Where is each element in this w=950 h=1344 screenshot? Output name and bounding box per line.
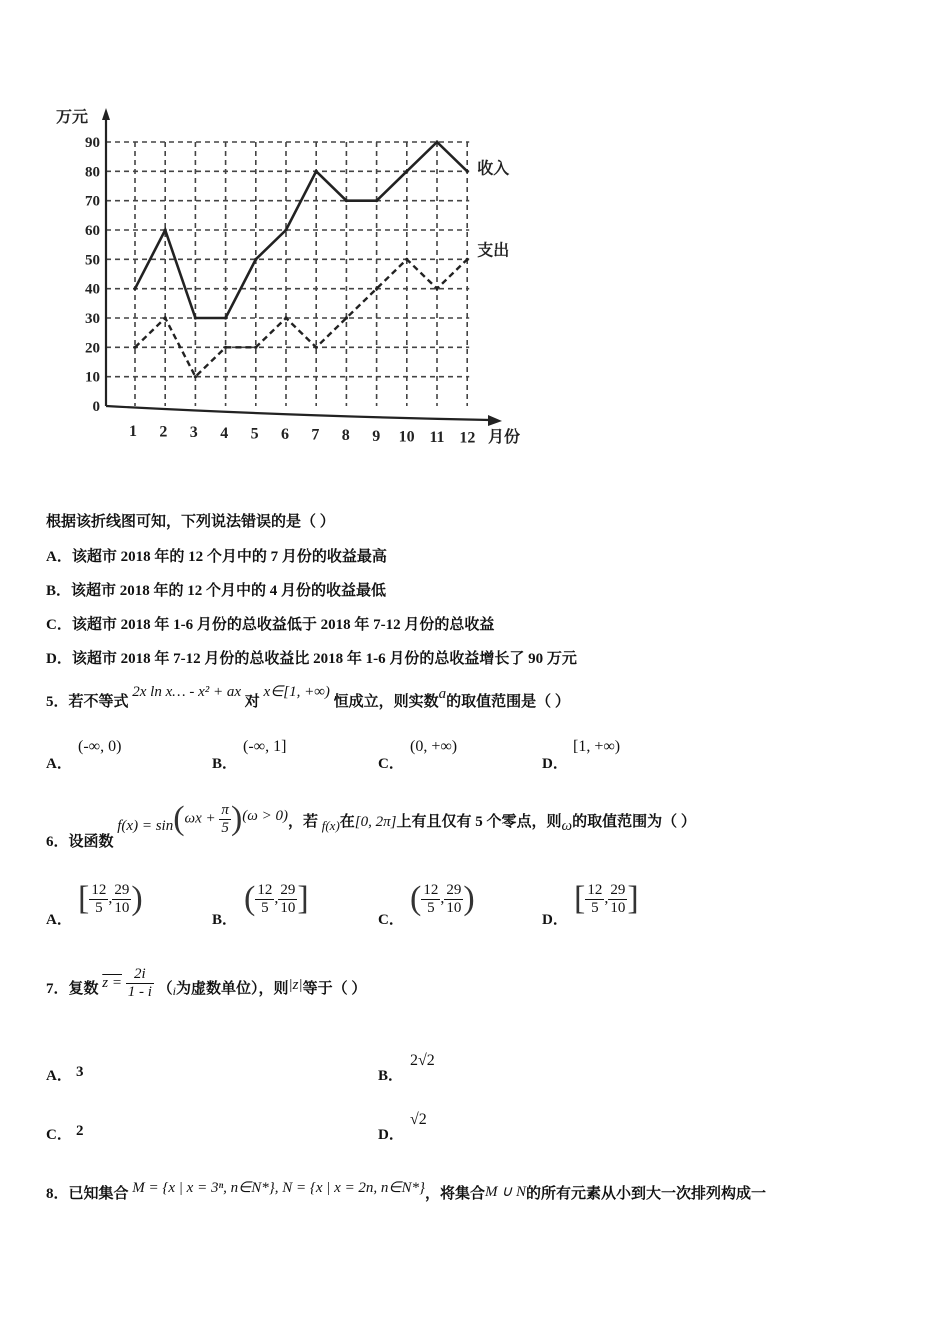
q4-option-c: C．该超市 2018 年 1-6 月份的总收益低于 2018 年 7-12 月份的总收益 <box>46 617 495 633</box>
x-tick-7: 7 <box>311 426 320 444</box>
q4-option-b: B．该超市 2018 年的 12 个月中的 4 月份的收益最低 <box>46 583 387 599</box>
q8-number: 8．已知集合 <box>46 1186 129 1202</box>
q6-frac-2-den: 10 <box>280 899 296 916</box>
q5-condition: x∈[1, +∞) <box>263 684 330 700</box>
q6-frac-1-den: 5 <box>95 899 103 916</box>
q6-interval: [0, 2π] <box>354 814 397 831</box>
q8-stem <box>46 1176 767 1202</box>
q7-opt-a-label: A． <box>46 1068 72 1084</box>
q5-tail2: 的取值范围是（ ） <box>446 694 570 710</box>
point-收入-7 <box>315 170 318 173</box>
series-line-支出 <box>135 259 467 376</box>
line-chart <box>40 100 560 460</box>
q6-omega: ω <box>561 818 573 835</box>
q8-sep: , <box>274 1180 279 1196</box>
q7-i: i <box>172 983 177 998</box>
q5-opt-a-label: A． <box>46 756 72 772</box>
y-tick-30: 30 <box>85 311 100 327</box>
q4-option-a: A．该超市 2018 年的 12 个月中的 7 月份的收益最高 <box>46 549 387 565</box>
q4-option-d: D．该超市 2018 年 7-12 月份的总收益比 2018 年 1-6 月份的总收益增长了 90 万元 <box>46 651 577 667</box>
q6-frac-2 <box>444 882 463 917</box>
q7-number: 7．复数 <box>46 980 99 997</box>
q7-opt-b-label: B． <box>378 1068 404 1084</box>
point-支出-10 <box>405 258 408 261</box>
x-tick-10: 10 <box>398 428 415 446</box>
legend-收入: 收入 <box>477 158 510 178</box>
x-tick-8: 8 <box>341 427 350 445</box>
x-tick-5: 5 <box>250 425 259 443</box>
y-tick-20: 20 <box>85 340 100 357</box>
q7-absz: |z| <box>288 976 303 993</box>
q6-frac-1-den: 5 <box>427 899 435 916</box>
q7-opt-c-label: C． <box>46 1127 72 1143</box>
q6-frac-1-num: 12 <box>587 881 603 898</box>
point-支出-12 <box>466 258 469 261</box>
q8-set-m: M = {x | x = 3ⁿ, n∈N*} <box>132 1180 275 1196</box>
series-line-收入 <box>135 142 467 318</box>
q6-opt-a-label: A． <box>46 912 72 928</box>
q6-t1: ，若 <box>287 814 318 831</box>
q6-frac-1-num: 12 <box>91 881 107 898</box>
q6-comma: , <box>108 889 113 907</box>
q7-opt-d-value: √2 <box>410 1111 427 1128</box>
x-tick-4: 4 <box>220 424 229 442</box>
q5-number: 5．若不等式 <box>46 694 129 710</box>
legend-支出: 支出 <box>477 240 510 260</box>
q7-numerator: 2i <box>126 966 154 984</box>
q6-opt-d-value <box>574 880 639 918</box>
q7-t2: 为虚数单位），则 <box>176 980 289 997</box>
x-tick-12: 12 <box>459 429 476 447</box>
q6-inner: ωx + <box>184 810 216 827</box>
q6-bracket-right: ) <box>131 880 143 917</box>
point-收入-5 <box>254 258 257 261</box>
point-支出-3 <box>194 375 197 378</box>
q6-number: 6．设函数 <box>46 834 114 851</box>
q7-stem <box>46 966 366 1016</box>
q5-opt-c-label: C． <box>378 756 404 772</box>
q6-frac-2-den: 10 <box>446 899 462 916</box>
q8-t2: 的所有元素从小到大一次排列构成一 <box>526 1186 767 1202</box>
q6-bracket-left: ( <box>244 880 256 917</box>
q6-cond: (ω > 0) <box>242 808 288 825</box>
x-axis <box>106 406 490 420</box>
x-tick-11: 11 <box>429 429 445 446</box>
x-tick-3: 3 <box>189 424 198 442</box>
q7-denominator: 1 - i <box>127 984 152 1000</box>
q8-set-n: N = {x | x = 2n, n∈N*} <box>282 1180 426 1196</box>
y-tick-80: 80 <box>85 164 100 181</box>
q6-frac-2-den: 10 <box>114 899 130 916</box>
q6-bracket-left: [ <box>574 880 586 917</box>
point-支出-4 <box>224 346 227 349</box>
x-tick-2: 2 <box>159 423 168 441</box>
q7-opt-c-value: 2 <box>76 1123 84 1139</box>
chart-svg <box>40 100 560 460</box>
q6-paren-left: ( <box>173 800 185 837</box>
q6-t2: 在 <box>339 814 355 831</box>
point-收入-10 <box>405 170 408 173</box>
q5-var: a <box>438 686 447 702</box>
y-tick-0: 0 <box>92 399 100 415</box>
point-支出-8 <box>345 316 348 319</box>
y-axis-label: 万元 <box>56 107 89 126</box>
q7-opt-b-value: 2√2 <box>410 1052 435 1069</box>
q7-t1: （ <box>157 980 173 997</box>
q6-bracket-right: ) <box>463 880 475 917</box>
point-收入-3 <box>194 316 197 319</box>
x-axis-label: 月份 <box>488 427 521 446</box>
q6-opt-c-label: C． <box>378 912 404 928</box>
q6-stem <box>46 800 696 850</box>
q6-frac-1-den: 5 <box>591 899 599 916</box>
q6-bracket-left: ( <box>410 880 422 917</box>
y-tick-50: 50 <box>85 252 100 269</box>
q6-frac-2-num: 29 <box>610 881 626 898</box>
y-tick-40: 40 <box>85 281 100 298</box>
point-收入-4 <box>224 316 227 319</box>
q6-five: 5 <box>221 819 229 836</box>
x-tick-9: 9 <box>372 427 381 445</box>
point-收入-12 <box>466 170 469 173</box>
q6-frac-1-num: 12 <box>423 881 439 898</box>
x-axis-arrow <box>488 415 502 426</box>
q5-opt-d-value: [1, +∞) <box>573 738 621 755</box>
y-tick-90: 90 <box>85 135 100 151</box>
q6-frac-1 <box>89 882 108 917</box>
q6-frac-2 <box>278 882 297 917</box>
point-收入-6 <box>284 228 287 231</box>
y-axis-arrow <box>102 108 110 120</box>
q4-stem: 根据该折线图可知，下列说法错误的是（ ） <box>46 514 335 530</box>
point-支出-2 <box>164 316 167 319</box>
q6-opt-c-value <box>410 880 475 918</box>
q6-bracket-left: [ <box>78 880 90 917</box>
q6-frac-2 <box>112 882 131 917</box>
q6-bracket-right: ] <box>627 880 639 917</box>
q6-comma: , <box>604 889 609 907</box>
q6-frac-2 <box>608 882 627 917</box>
y-tick-10: 10 <box>85 369 100 386</box>
q6-t4: 的取值范围为（ ） <box>572 814 696 831</box>
q5-opt-c-value: (0, +∞) <box>410 738 458 755</box>
point-支出-6 <box>284 316 287 319</box>
q6-frac-1-num: 12 <box>257 881 273 898</box>
x-tick-6: 6 <box>281 426 289 443</box>
q6-pi-over-5 <box>219 802 231 837</box>
q5-opt-b-label: B． <box>212 756 238 772</box>
q7-t3: 等于（ ） <box>302 980 367 997</box>
q6-opt-a-value <box>78 880 143 918</box>
q6-opt-b-label: B． <box>212 912 238 928</box>
point-收入-2 <box>164 228 167 231</box>
point-支出-11 <box>435 287 438 290</box>
q6-frac-1-den: 5 <box>261 899 269 916</box>
q6-pi: π <box>221 801 229 818</box>
q5-stem <box>46 684 570 711</box>
q5-opt-a-value: (-∞, 0) <box>78 738 122 755</box>
point-收入-8 <box>345 199 348 202</box>
point-收入-1 <box>133 287 136 290</box>
q6-comma: , <box>274 889 279 907</box>
point-支出-9 <box>375 287 378 290</box>
q8-union: M ∪ N <box>485 1184 527 1200</box>
point-支出-1 <box>133 346 136 349</box>
y-tick-60: 60 <box>85 223 100 239</box>
q6-fx: f(x) = sin <box>117 818 174 835</box>
q6-frac-2-num: 29 <box>446 881 462 898</box>
q6-frac-2-num: 29 <box>114 881 130 898</box>
point-支出-5 <box>254 346 257 349</box>
x-tick-1: 1 <box>129 423 137 440</box>
q7-opt-d-label: D． <box>378 1127 404 1143</box>
y-tick-70: 70 <box>85 193 100 210</box>
q6-frac-1 <box>421 882 440 917</box>
q5-tail1: 恒成立，则实数 <box>333 694 439 710</box>
point-收入-9 <box>375 199 378 202</box>
q6-comma: , <box>440 889 445 907</box>
q7-zbar: z = <box>102 974 122 991</box>
q5-expression: 2x ln x… - x² + ax <box>132 684 242 700</box>
q5-mid: 对 <box>244 694 260 710</box>
q6-frac-2-num: 29 <box>280 881 296 898</box>
q6-opt-d-label: D． <box>542 912 568 928</box>
q6-t3: 上有且仅有 5 个零点，则 <box>396 814 562 831</box>
point-支出-7 <box>315 346 318 349</box>
q5-opt-d-label: D． <box>542 756 568 772</box>
q5-opt-b-value: (-∞, 1] <box>243 738 287 755</box>
q6-paren-right: ) <box>230 800 243 837</box>
q7-opt-a-value: 3 <box>76 1064 84 1080</box>
q6-fx2: f(x) <box>321 818 340 834</box>
q6-frac-1 <box>585 882 604 917</box>
q6-frac-2-den: 10 <box>610 899 626 916</box>
point-收入-11 <box>435 140 438 143</box>
q6-opt-b-value <box>244 880 309 918</box>
q8-t1: ，将集合 <box>425 1186 486 1202</box>
q6-bracket-right: ] <box>297 880 309 917</box>
q6-frac-1 <box>255 882 274 917</box>
q7-fraction <box>126 966 154 1001</box>
